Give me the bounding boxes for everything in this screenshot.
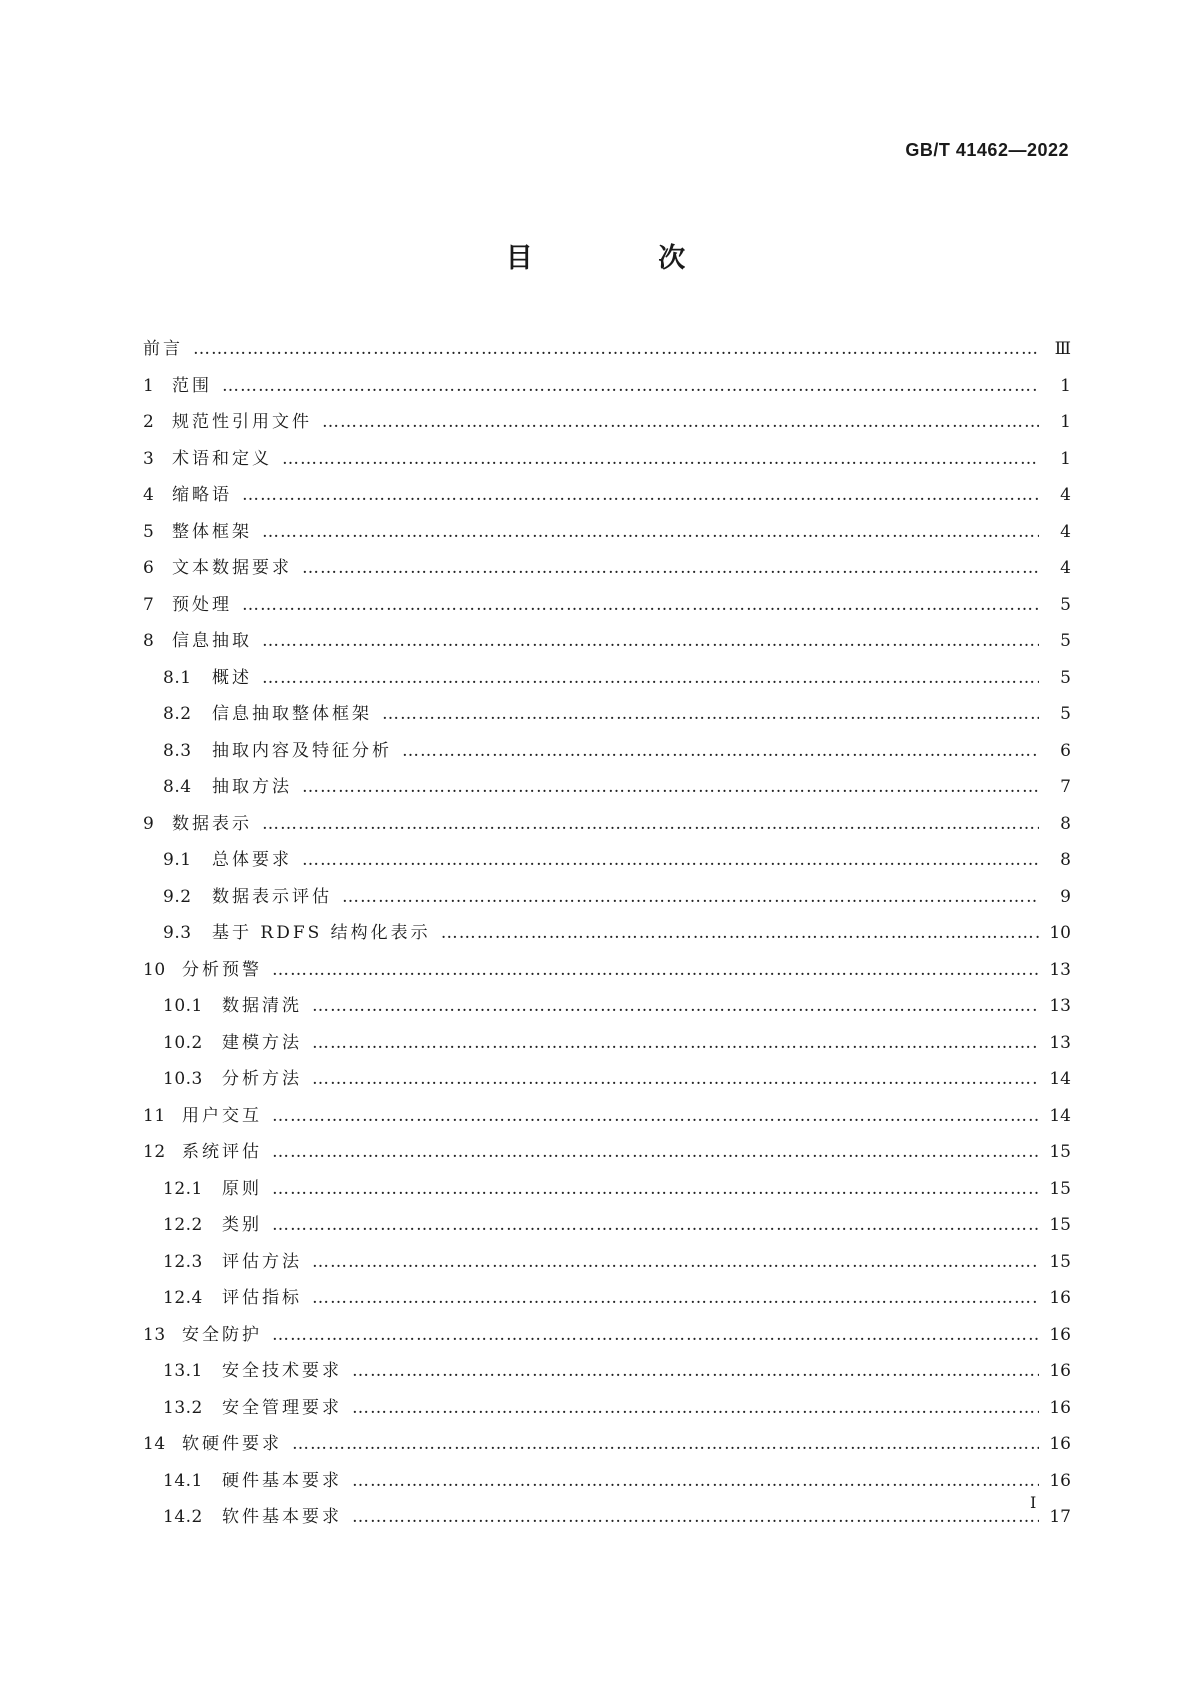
dot-leader: [282, 447, 1039, 471]
toc-entry-label: 类别: [222, 1215, 262, 1235]
toc-entry-number: 9.3: [163, 923, 192, 943]
dot-leader: [322, 410, 1039, 434]
toc-entry-page: 16: [1049, 1324, 1071, 1345]
toc-entry-page: 14: [1049, 1105, 1071, 1126]
toc-entry-page: 4: [1060, 485, 1071, 505]
toc-entry[interactable]: [143, 629, 1071, 666]
toc-entry-label: 数据清洗: [222, 996, 302, 1016]
toc-entry[interactable]: [143, 520, 1071, 557]
page-title: 目 次: [505, 243, 744, 274]
toc-entry[interactable]: [143, 374, 1071, 411]
dot-leader: [262, 666, 1039, 690]
toc-entry-page: 4: [1060, 521, 1071, 542]
toc-entry-label: 软件基本要求: [222, 1507, 342, 1527]
toc-entry-number: 10.3: [163, 1069, 203, 1089]
dot-leader: [262, 520, 1039, 544]
toc-entry-label: 信息抽取整体框架: [212, 704, 372, 724]
dot-leader: [262, 812, 1039, 836]
toc-entry-label: 预处理: [172, 594, 232, 615]
toc-entry[interactable]: [143, 1359, 1071, 1396]
toc-entry-number: 12: [143, 1142, 166, 1162]
toc-entry-page: 15: [1049, 1215, 1071, 1235]
toc-entry[interactable]: [143, 1104, 1071, 1141]
toc-entry-number: 10.1: [163, 996, 203, 1016]
toc-entry-label: 信息抽取: [172, 631, 252, 651]
toc-entry[interactable]: [143, 1250, 1071, 1287]
dot-leader: [312, 1067, 1039, 1091]
dot-leader: [272, 958, 1039, 982]
toc-entry-number: 14.2: [163, 1507, 203, 1527]
toc-entry[interactable]: [143, 447, 1071, 484]
toc-entry-number: 8.4: [163, 777, 192, 797]
toc-entry-number: 10: [143, 959, 166, 980]
toc-entry-page: 4: [1060, 558, 1071, 578]
dot-leader: [312, 1286, 1039, 1310]
toc-entry[interactable]: [143, 958, 1071, 995]
toc-entry[interactable]: [143, 702, 1071, 739]
toc-entry-page: 13: [1049, 1032, 1071, 1053]
toc-entry-label: 系统评估: [182, 1142, 262, 1162]
toc-entry-page: 13: [1049, 996, 1071, 1016]
toc-entry-page: 7: [1060, 777, 1071, 797]
page-number: I: [1030, 1493, 1037, 1512]
toc-entry[interactable]: [143, 1140, 1071, 1177]
toc-entry[interactable]: [143, 483, 1071, 520]
toc-entry-page: 16: [1049, 1361, 1071, 1381]
toc-entry-page: 8: [1060, 850, 1071, 870]
toc-entry-number: 4: [143, 485, 155, 505]
dot-leader: [193, 337, 1039, 361]
toc-entry[interactable]: [143, 337, 1071, 374]
toc-entry-label: 规范性引用文件: [172, 412, 312, 432]
toc-entry-label: 分析方法: [222, 1069, 302, 1089]
toc-entry-label: 硬件基本要求: [222, 1470, 342, 1491]
toc-entry-page: 6: [1060, 740, 1071, 761]
dot-leader: [222, 374, 1039, 398]
toc-entry[interactable]: [143, 1396, 1071, 1433]
toc-entry-number: 1: [143, 375, 155, 396]
toc-entry-label: 抽取方法: [212, 777, 292, 797]
toc-entry-number: 8.3: [163, 740, 192, 761]
toc-entry-number: 14: [143, 1434, 166, 1454]
toc-entry-number: 8.1: [163, 667, 192, 688]
dot-leader: [352, 1469, 1039, 1493]
dot-leader: [342, 885, 1039, 909]
toc-entry-number: 9.2: [163, 886, 192, 907]
toc-entry-page: 8: [1060, 813, 1071, 834]
toc-entry[interactable]: [143, 739, 1071, 776]
toc-entry-page: 14: [1049, 1069, 1071, 1089]
toc-entry-page: 10: [1049, 923, 1071, 943]
toc-entry-number: 6: [143, 558, 155, 578]
toc-entry-label: 范围: [172, 375, 212, 396]
toc-entry-page: 1: [1060, 375, 1071, 396]
toc-entry-page: Ⅲ: [1054, 339, 1071, 359]
toc-entry[interactable]: [143, 666, 1071, 703]
toc-entry-label: 前言: [143, 339, 183, 359]
toc-entry-label: 数据表示评估: [212, 886, 332, 907]
toc-entry-page: 9: [1060, 886, 1071, 907]
dot-leader: [441, 921, 1039, 945]
toc-entry-label: 基于 RDFS 结构化表示: [212, 923, 431, 943]
dot-leader: [312, 1250, 1039, 1274]
dot-leader: [272, 1213, 1039, 1237]
toc-entry-number: 14.1: [163, 1470, 203, 1491]
dot-leader: [242, 593, 1039, 617]
toc-entry-page: 16: [1049, 1470, 1071, 1491]
toc-entry[interactable]: [143, 848, 1071, 885]
toc-entry-number: 8.2: [163, 704, 192, 724]
toc-entry-label: 建模方法: [222, 1032, 302, 1053]
toc-entry-page: 13: [1049, 959, 1071, 980]
dot-leader: [272, 1140, 1039, 1164]
dot-leader: [302, 848, 1039, 872]
toc-entry-label: 概述: [212, 667, 252, 688]
toc-entry[interactable]: [143, 1432, 1071, 1469]
toc-entry[interactable]: [143, 593, 1071, 630]
toc-entry-number: 9.1: [163, 850, 192, 870]
toc-entry[interactable]: [143, 812, 1071, 849]
toc-entry-label: 安全管理要求: [222, 1397, 342, 1418]
toc-entry[interactable]: [143, 1286, 1071, 1323]
toc-entry-number: 3: [143, 448, 155, 469]
dot-leader: [352, 1396, 1039, 1420]
toc-entry-label: 数据表示: [172, 813, 252, 834]
dot-leader: [312, 994, 1039, 1018]
dot-leader: [302, 556, 1039, 580]
toc-entry-label: 评估方法: [222, 1251, 302, 1272]
toc-entry-page: 5: [1060, 704, 1071, 724]
table-of-contents: [143, 337, 1071, 1542]
toc-entry-number: 9: [143, 813, 155, 834]
toc-entry-label: 分析预警: [182, 959, 262, 980]
toc-entry-page: 16: [1049, 1288, 1071, 1308]
toc-entry[interactable]: [143, 921, 1071, 958]
toc-entry-page: 15: [1049, 1251, 1071, 1272]
toc-entry-label: 文本数据要求: [172, 558, 292, 578]
dot-leader: [272, 1104, 1039, 1128]
toc-entry-number: 2: [143, 412, 155, 432]
toc-entry[interactable]: [143, 1031, 1071, 1068]
toc-entry-label: 安全技术要求: [222, 1361, 342, 1381]
toc-entry-page: 5: [1060, 594, 1071, 615]
toc-entry-number: 5: [143, 521, 155, 542]
toc-entry-page: 17: [1049, 1507, 1071, 1527]
toc-entry-label: 用户交互: [182, 1105, 262, 1126]
toc-entry-page: 1: [1060, 448, 1071, 469]
toc-entry[interactable]: [143, 994, 1071, 1031]
dot-leader: [292, 1432, 1039, 1456]
dot-leader: [312, 1031, 1039, 1055]
toc-entry[interactable]: [143, 1323, 1071, 1360]
toc-entry-label: 软硬件要求: [182, 1434, 282, 1454]
toc-entry[interactable]: [143, 556, 1071, 593]
toc-entry-page: 15: [1049, 1178, 1071, 1199]
toc-entry[interactable]: [143, 775, 1071, 812]
dot-leader: [382, 702, 1039, 726]
toc-entry[interactable]: [143, 885, 1071, 922]
toc-entry[interactable]: [143, 1505, 1071, 1542]
toc-entry-label: 安全防护: [182, 1324, 262, 1345]
toc-entry-number: 12.2: [163, 1215, 203, 1235]
toc-entry-label: 总体要求: [212, 850, 292, 870]
toc-entry-label: 原则: [222, 1178, 262, 1199]
toc-entry[interactable]: [143, 1177, 1071, 1214]
toc-entry[interactable]: [143, 410, 1071, 447]
dot-leader: [352, 1505, 1039, 1529]
toc-entry-number: 11: [143, 1105, 166, 1126]
toc-entry-label: 术语和定义: [172, 448, 272, 469]
toc-entry-number: 12.1: [163, 1178, 203, 1199]
dot-leader: [242, 483, 1039, 507]
toc-entry-page: 16: [1049, 1434, 1071, 1454]
document-code: GB/T 41462—2022: [905, 140, 1069, 160]
toc-entry-number: 12.4: [163, 1288, 203, 1308]
toc-entry-page: 5: [1060, 667, 1071, 688]
toc-entry-label: 缩略语: [172, 485, 232, 505]
toc-entry-page: 5: [1060, 631, 1071, 651]
toc-entry[interactable]: [143, 1213, 1071, 1250]
toc-entry-number: 13.1: [163, 1361, 203, 1381]
dot-leader: [272, 1177, 1039, 1201]
toc-entry-number: 13.2: [163, 1397, 203, 1418]
toc-entry-label: 抽取内容及特征分析: [212, 740, 392, 761]
toc-entry-number: 12.3: [163, 1251, 203, 1272]
dot-leader: [262, 629, 1039, 653]
toc-entry-number: 10.2: [163, 1032, 203, 1053]
toc-entry-page: 16: [1049, 1397, 1071, 1418]
dot-leader: [272, 1323, 1039, 1347]
toc-entry-label: 整体框架: [172, 521, 252, 542]
dot-leader: [302, 775, 1039, 799]
toc-entry-page: 1: [1060, 412, 1071, 432]
toc-entry-page: 15: [1049, 1142, 1071, 1162]
toc-entry[interactable]: [143, 1067, 1071, 1104]
dot-leader: [402, 739, 1039, 763]
toc-entry-label: 评估指标: [222, 1288, 302, 1308]
toc-entry-number: 8: [143, 631, 155, 651]
toc-entry[interactable]: [143, 1469, 1071, 1506]
dot-leader: [352, 1359, 1039, 1383]
toc-entry-number: 13: [143, 1324, 166, 1345]
toc-entry-number: 7: [143, 594, 155, 615]
